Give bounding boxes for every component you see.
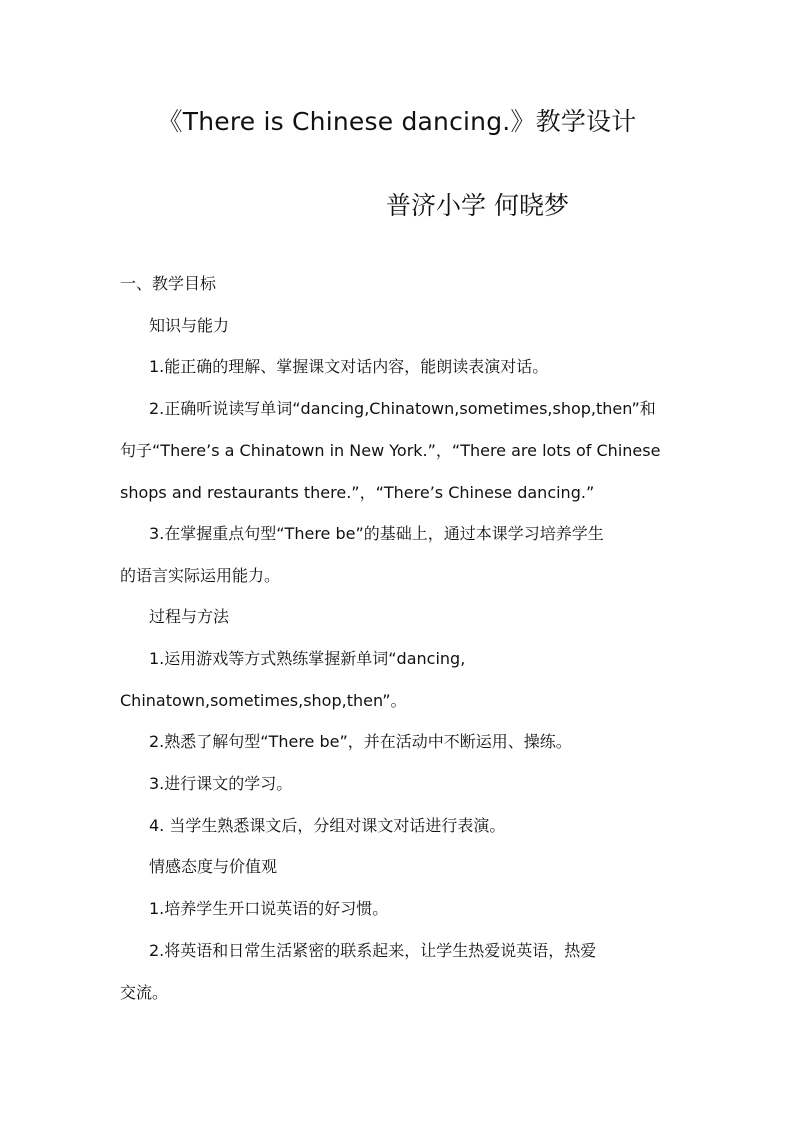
document-title: 《There is Chinese dancing.》教学设计	[157, 107, 637, 136]
paragraph-line: 句子“There’s a Chinatown in New York.”，“There are lots of Chinese	[120, 441, 661, 460]
paragraph-line: 交流。	[120, 983, 169, 1002]
paragraph-line: 1.能正确的理解、掌握课文对话内容，能朗读表演对话。	[149, 357, 549, 376]
paragraph-line: 的语言实际运用能力。	[120, 566, 281, 585]
paragraph-line: 4. 当学生熟悉课文后，分组对课文对话进行表演。	[149, 816, 506, 835]
subsection-heading: 知识与能力	[149, 316, 230, 335]
paragraph-line: 2.将英语和日常生活紧密的联系起来，让学生热爱说英语，热爱	[149, 941, 597, 960]
paragraph-line: 3.在掌握重点句型“There be”的基础上，通过本课学习培养学生	[149, 524, 604, 543]
subsection-heading: 过程与方法	[149, 607, 230, 626]
paragraph-line: 3.进行课文的学习。	[149, 774, 293, 793]
paragraph-line: shops and restaurants there.”，“There’s Chinese dancing.”	[120, 483, 595, 502]
paragraph-line: 1.运用游戏等方式熟练掌握新单词“dancing,	[149, 649, 466, 668]
subsection-heading: 情感态度与价值观	[149, 857, 278, 876]
paragraph-line: 2.正确听说读写单词“dancing,Chinatown,sometimes,shop,then”和	[149, 399, 656, 418]
paragraph-line: 1.培养学生开口说英语的好习惯。	[149, 899, 389, 918]
author-line: 普济小学 何晓梦	[386, 191, 569, 220]
paragraph-line: 2.熟悉了解句型“There be”，并在活动中不断运用、操练。	[149, 732, 572, 751]
paragraph-line: Chinatown,sometimes,shop,then”。	[120, 691, 407, 710]
section-heading: 一、教学目标	[120, 274, 217, 293]
